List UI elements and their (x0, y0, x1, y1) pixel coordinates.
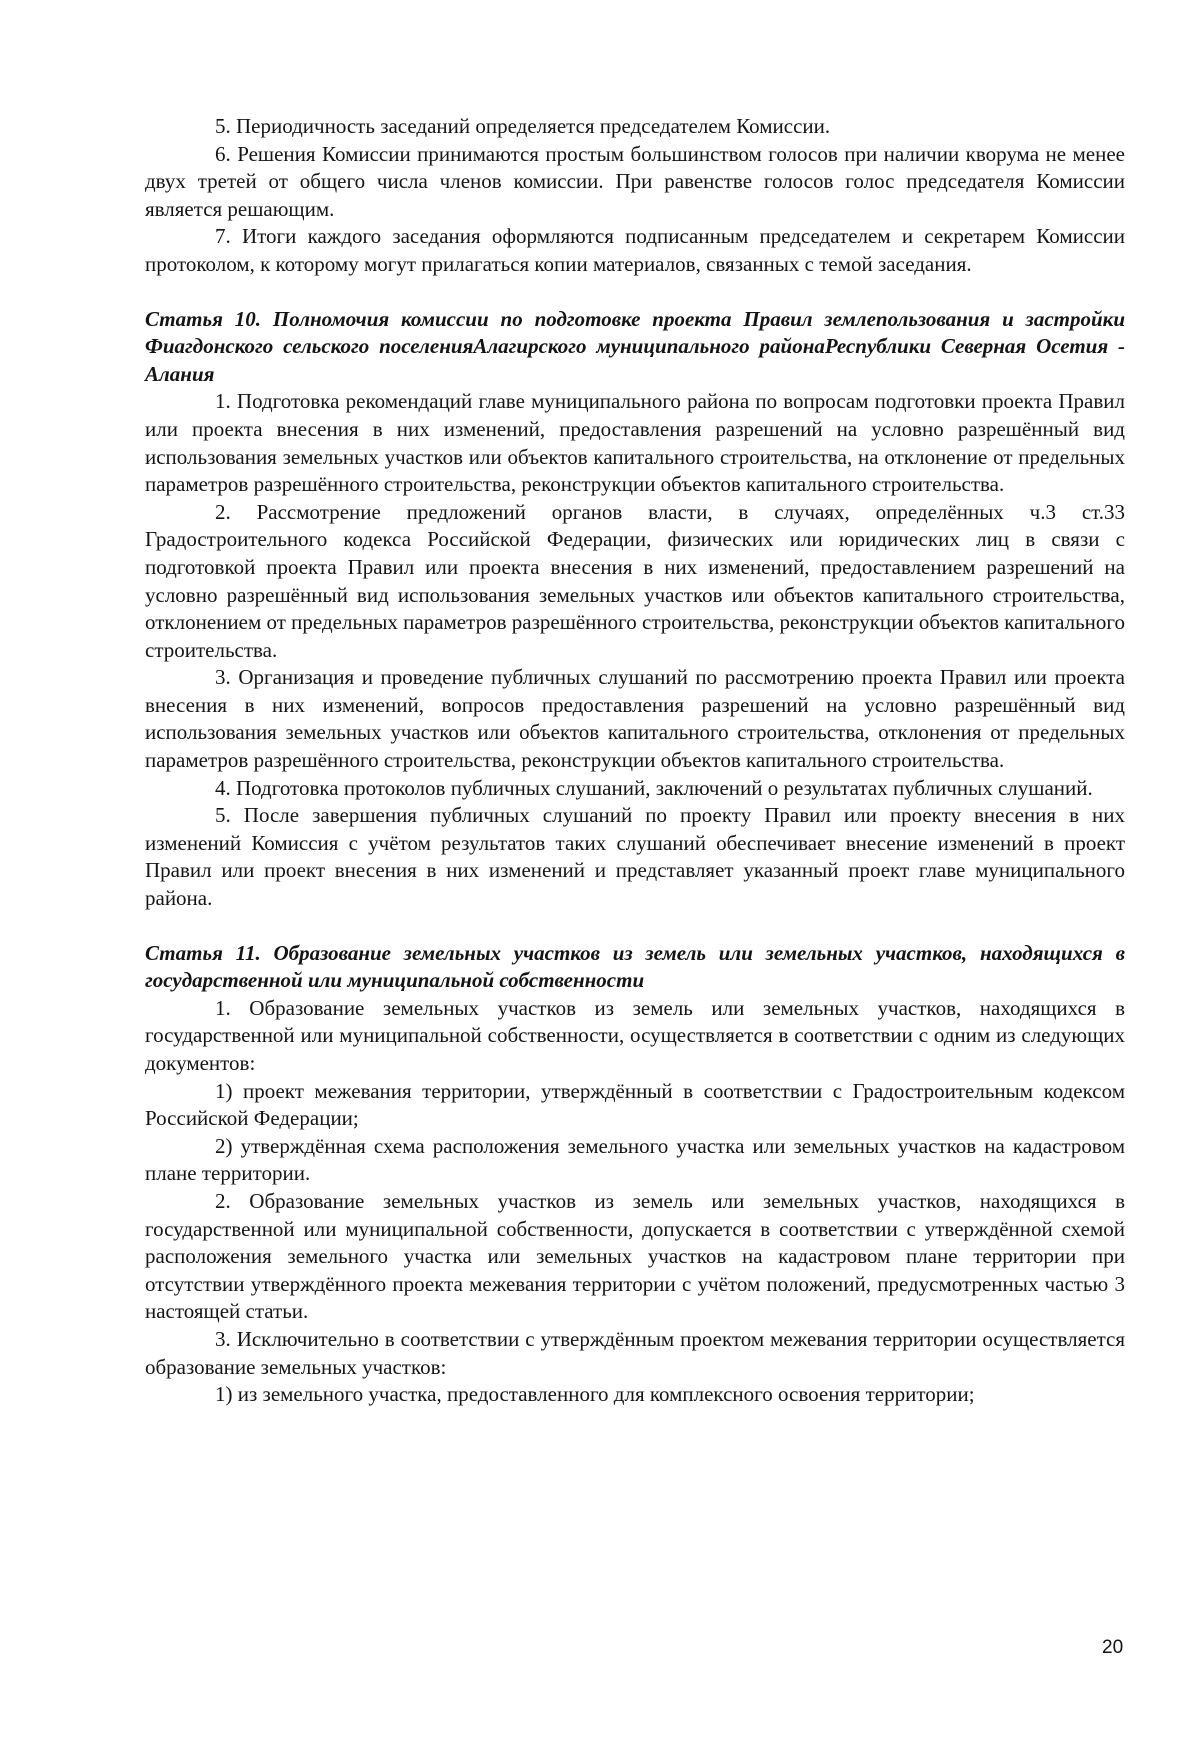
paragraph: 3. Организация и проведение публичных слушаний по рассмотрению проекта Правил или проекта внесения в них изменений, вопросов предоставления разрешений на условно разрешённый вид использования земельных участков или объектов капитального строительства, отклонения от предельных параметров разрешённого строительства, реконструкции объектов капитального строительства. (145, 665, 1125, 773)
list-item: 2) утверждённая схема расположения земельного участка или земельных участков на кадастровом плане территории. (145, 1133, 1125, 1186)
paragraph: 5. Периодичность заседаний определяется председателем Комиссии. (215, 114, 831, 138)
paragraph: 2. Образование земельных участков из земель или земельных участков, находящихся в государственной или муниципальной собственности, допускается в соответствии с утверждённой схемой расположения земельного участка или земельных участков на кадастровом плане территории при отсутствии утверждённого проекта межевания территории с учётом положений, предусмотренных частью 3 настоящей статьи. (145, 1188, 1125, 1324)
paragraph: 5. После завершения публичных слушаний по проекту Правил или проекту внесения в них изменений Комиссия с учётом результатов таких слушаний обеспечивает внесение изменений в проект Правил или проект внесения в них изменений и представляет указанный проект главе муниципального района. (145, 803, 1125, 911)
paragraph: 1. Подготовка рекомендаций главе муниципального района по вопросам подготовки проекта Правил или проекта внесения в них изменений, предоставления разрешений на условно разрешённый вид использования земельных участков или объектов капитального строительства, на отклонение от предельных параметров разрешённого строительства, реконструкции объектов капитального строительства. (145, 389, 1125, 497)
list-item: 1) проект межевания территории, утверждённый в соответствии с Градостроительным кодексом Российской Федерации; (145, 1078, 1125, 1131)
paragraph: 4. Подготовка протоколов публичных слушаний, заключений о результатах публичных слушаний. (215, 775, 1093, 800)
section-spacer (145, 279, 1125, 306)
article-11-heading: Статья 11. Образование земельных участков из земель или земельных участков, находящихся в государственной или муниципальной собственности (145, 940, 1125, 993)
paragraph: 6. Решения Комиссии принимаются простым большинством голосов при наличии кворума не менее двух третей от общего числа членов комиссии. При равенстве голосов голос председателя Комиссии является решающим. (145, 141, 1125, 221)
paragraph: 7. Итоги каждого заседания оформляются подписанным председателем и секретарем Комиссии протоколом, к которому могут прилагаться копии материалов, связанных с темой заседания. (145, 224, 1125, 276)
paragraph: 2. Рассмотрение предложений органов власти, в случаях, определённых ч.3 ст.33 Градостроительного кодекса Российской Федерации, физических или юридических лиц в связи с подготовкой проекта Правил или проекта внесения в них изменений, предоставлением разрешений на условно разрешённый вид использования земельных участков или объектов капитального строительства, отклонением от предельных параметров разрешённого строительства, реконструкции объектов капитального строительства. (145, 499, 1125, 662)
page-number: 20 (1102, 1637, 1124, 1658)
section-spacer (145, 913, 1125, 940)
document-body (145, 113, 1125, 1409)
paragraph: 3. Исключительно в соответствии с утверждённым проектом межевания территории осуществляется образование земельных участков: (145, 1326, 1125, 1379)
paragraph: 1. Образование земельных участков из земель или земельных участков, находящихся в государственной или муниципальной собственности, осуществляется в соответствии с одним из следующих документов: (145, 995, 1125, 1075)
article-10-heading: Статья 10. Полномочия комиссии по подготовке проекта Правил землепользования и застройки Фиагдонского сельского поселенияАлагирского муниципального районаРеспублики Северная Осетия - Алания (145, 306, 1125, 386)
list-item: 1) из земельного участка, предоставленного для комплексного освоения территории; (215, 1382, 975, 1407)
